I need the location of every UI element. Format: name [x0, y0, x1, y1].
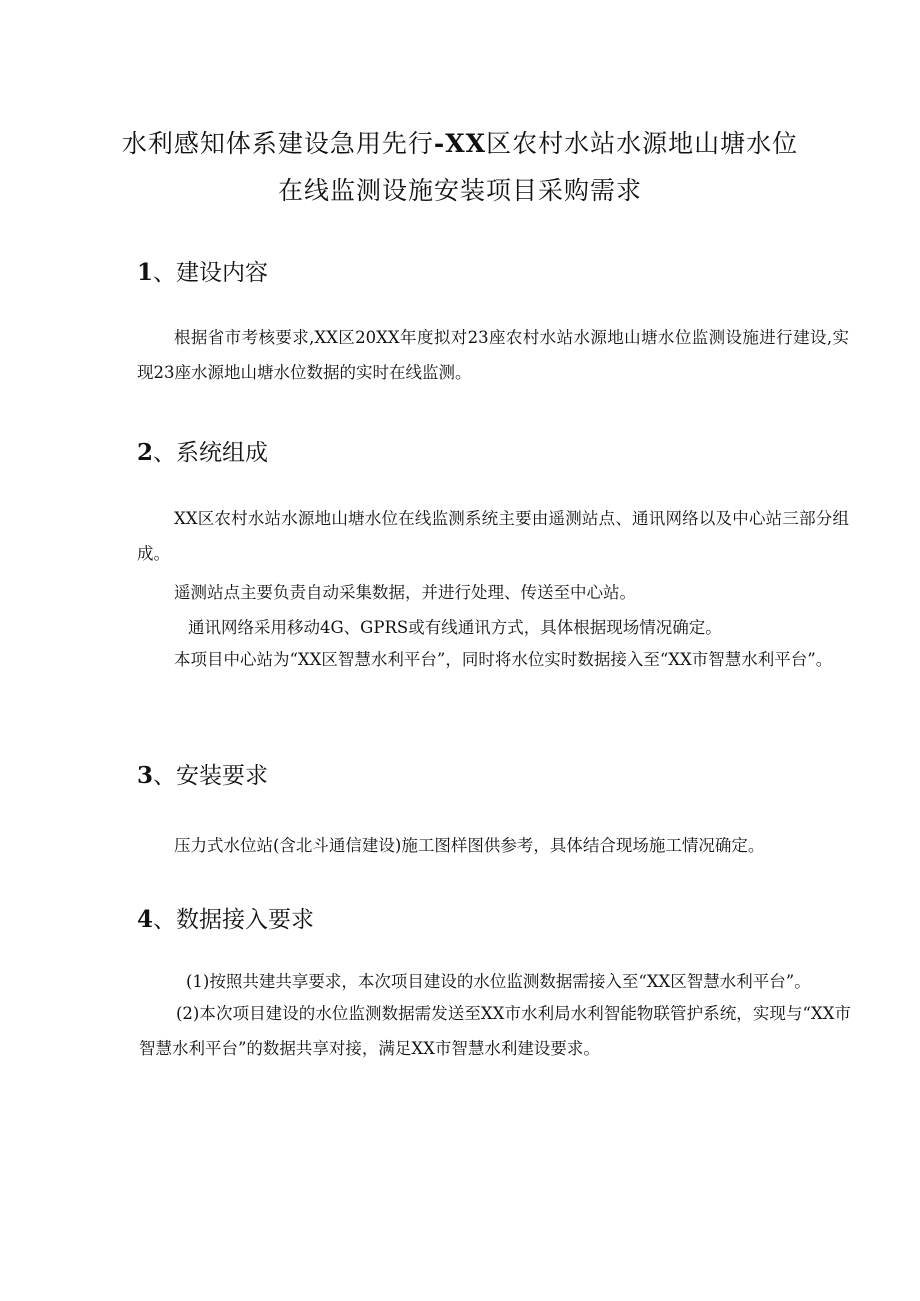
title-bold-xx: -XX: [433, 129, 487, 158]
section-number: 1: [137, 259, 154, 286]
section-title: 、建设内容: [153, 260, 269, 286]
title-prefix: 水利感知体系建设急用先行: [121, 129, 434, 158]
section-title: 、系统组成: [153, 440, 269, 466]
section-heading-4: [137, 901, 314, 934]
document-title-line-2: 在线监测设施安装项目采购需求: [277, 176, 642, 205]
title-suffix: 区农村水站水源地山塘水位: [486, 129, 799, 158]
section-number: 2: [137, 439, 154, 466]
section-4-item-1: (1)按照共建共享要求，本次项目建设的水位监测数据需接入至“XX区智慧水利平台”。: [186, 972, 811, 991]
document-title-line-1: [0, 124, 920, 160]
section-4-item-2: (2)本次项目建设的水位监测数据需发送至XX市水利局水利智能物联管护系统，实现与“XX市智慧水利平台”的数据共享对接，满足XX市智慧水利建设要求。: [139, 1004, 851, 1058]
section-2-paragraph-1: XX区农村水站水源地山塘水位在线监测系统主要由遥测站点、通讯网络以及中心站三部分组成。: [137, 509, 849, 563]
section-2-paragraph-2: 遥测站点主要负责自动采集数据，并进行处理、传送至中心站。: [174, 583, 636, 602]
section-heading-2: [137, 434, 268, 467]
section-title: 、安装要求: [153, 763, 269, 789]
section-1-paragraph: 根据省市考核要求,XX区20XX年度拟对23座农村水站水源地山塘水位监测设施进行建设,实现23座水源地山塘水位数据的实时在线监测。: [137, 328, 849, 382]
section-number: 3: [137, 762, 154, 789]
section-heading-1: [137, 254, 268, 287]
section-heading-3: [137, 757, 268, 790]
section-number: 4: [137, 906, 154, 933]
section-title: 、数据接入要求: [153, 907, 315, 933]
section-3-paragraph: 压力式水位站(含北斗通信建设)施工图样图供参考，具体结合现场施工情况确定。: [174, 836, 765, 855]
section-2-paragraph-4: 本项目中心站为“XX区智慧水利平台”，同时将水位实时数据接入至“XX市智慧水利平台”。: [174, 650, 833, 669]
section-2-paragraph-3: 通讯网络采用移动4G、GPRS或有线通讯方式，具体根据现场情况确定。: [188, 618, 722, 637]
